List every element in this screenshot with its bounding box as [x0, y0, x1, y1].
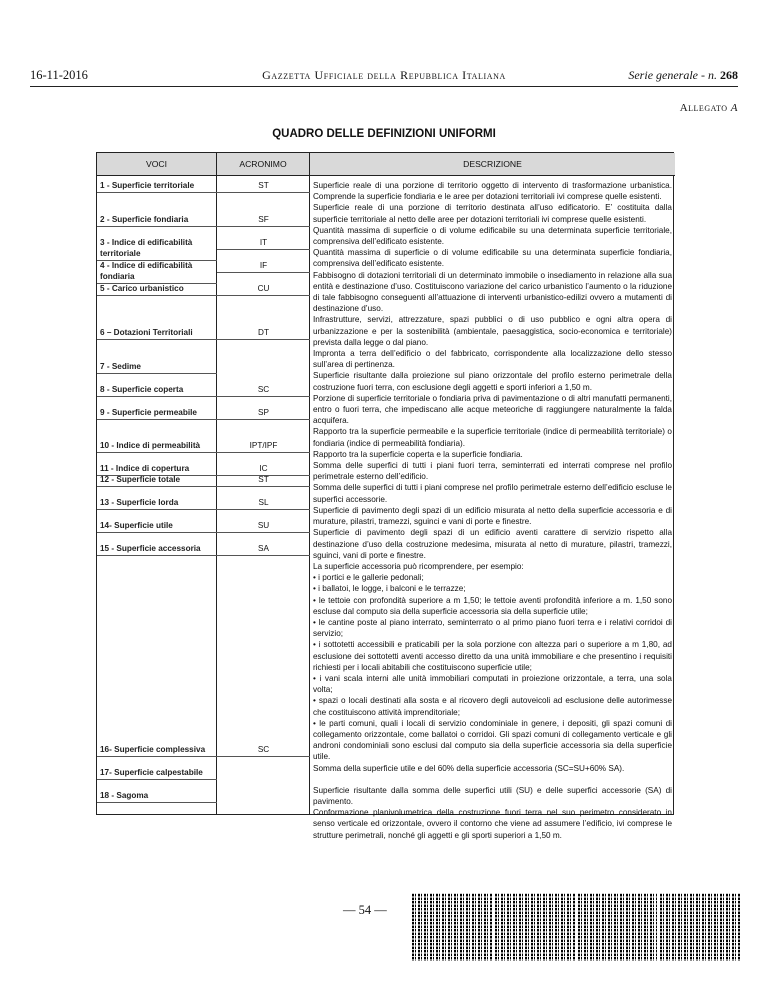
desc-sa-bullet: • le cantine poste al piano interrato, seminterrato o al primo piano fuori terra e i relativi corridoi di servizio; — [313, 617, 672, 639]
desc-sa-bullet: • i vani scala interni alle unità immobiliari computati in proiezione orizzontale, a terra, una sola volta; — [313, 673, 672, 695]
desc-sa-intro: La superficie accessoria può ricomprendere, per esempio: — [313, 561, 524, 571]
voce-item: 4 - Indice di edificabilità fondiaria — [100, 260, 214, 282]
descrizione-text — [313, 180, 672, 841]
voce-item: 16- Superficie complessiva — [100, 744, 214, 755]
voce-item: 8 - Superficie coperta — [100, 384, 214, 395]
acronimo-column — [217, 153, 310, 814]
barcode-block — [578, 893, 658, 961]
descrizione-column — [310, 153, 675, 840]
desc-dt: Infrastrutture, servizi, attrezzature, spazi pubblici o di uso pubblico e ogni altra opera di urbanizzazione e per la sostenibilità (ambientale, paesaggistica, socio-economica e territoriale) prevista dalla legge o dal piano. — [313, 315, 672, 347]
acronimo-item: IF — [217, 260, 310, 271]
acronimo-item: IT — [217, 237, 310, 248]
voce-item: 12 - Superficie totale — [100, 474, 214, 485]
allegato-label — [680, 102, 738, 114]
acronimo-item: SL — [217, 497, 310, 508]
barcode-block — [660, 893, 740, 961]
allegato-letter: A — [730, 102, 738, 114]
voce-item: 15 - Superficie accessoria — [100, 543, 214, 554]
acronimo-item: CU — [217, 283, 310, 294]
desc-st: Superficie reale di una porzione di territorio oggetto di intervento di trasformazione urbanistica. Comprende la superficie fondiaria e le aree per dotazioni territoriali ivi comprese quelle esistenti. — [313, 181, 672, 202]
desc-calpestabile: Superficie risultante dalla somma delle superfici utili (SU) e delle superfici accessorie (SA) di pavimento. — [313, 785, 672, 806]
header-rule — [30, 86, 738, 87]
header-title: Gazzetta Ufficiale della Repubblica Italiana — [262, 68, 506, 82]
acronimo-header: ACRONIMO — [217, 153, 309, 176]
desc-sl: Somma delle superfici di tutti i piani comprese nel profilo perimetrale esterno dell’edificio escluse le superfici accessorie. — [313, 483, 672, 504]
acronimo-item: SC — [217, 744, 310, 755]
page-number: — 54 — — [343, 903, 387, 917]
header-number: 268 — [720, 68, 738, 82]
document-title: QUADRO DELLE DEFINIZIONI UNIFORMI — [272, 128, 496, 140]
barcode-block — [412, 893, 492, 961]
acronimo-item: ST — [217, 474, 310, 485]
desc-sa-bullet: • le tettoie con profondità superiore a m 1,50; le tettoie aventi profondità inferiore a m. 1,50 sono escluse dal computo sia della superficie accessoria sia della superficie utile; — [313, 595, 672, 616]
acronimo-item: SF — [217, 214, 310, 225]
desc-sa-bullet: • i ballatoi, le logge, i balconi e le terrazze; — [313, 584, 466, 594]
allegato-prefix: Allegato — [679, 102, 728, 114]
acronimo-item: SU — [217, 520, 310, 531]
acronimo-item: IC — [217, 463, 310, 474]
voce-item: 18 - Sagoma — [100, 790, 214, 801]
desc-su: Superficie di pavimento degli spazi di un edificio misurata al netto della superficie accessoria e di murature, pilastri, tramezzi, sguinci e vani di porte e finestre. — [313, 505, 672, 527]
desc-sa-bullet: • i sottotetti accessibili e praticabili per la sola porzione con altezza pari o superiore a m 1,80, ad esclusione dei sottotetti aventi accesso diretto da una unità immobiliare e che presentino i requisiti richiesti per i locali abitabili che costituiscono superficie utile; — [313, 640, 672, 672]
desc-sc: Superficie risultante dalla proiezione sul piano orizzontale del profilo esterno perimetrale della costruzione fuori terra, con esclusione degli aggetti e sporti inferiori a 1,50 m. — [313, 371, 672, 392]
acronimo-item: SA — [217, 543, 310, 554]
barcode-block — [495, 893, 575, 961]
voce-item: 14- Superficie utile — [100, 520, 214, 531]
voce-item: 9 - Superficie permeabile — [100, 407, 214, 418]
acronimo-item: SC — [217, 384, 310, 395]
desc-cu: Fabbisogno di dotazioni territoriali di un determinato immobile o insediamento in relazione alla sua entità e destinazione d’uso. Costituiscono variazione del carico urbanistico l’aumento o la riduzione di tale fabbisogno conseguenti all’attuazione di interventi urbanistico-edilizi ovvero a mutamenti di destinazione d’uso. — [313, 270, 672, 314]
desc-sagoma: Conformazione planivolumetrica della costruzione fuori terra nel suo perimetro considerato in senso verticale ed orizzontale, ovvero il contorno che viene ad assumere l’edificio, ivi comprese le strutture perimetrali, nonché gli aggetti e gli sporti superiori a 1,50 m. — [313, 808, 672, 840]
definitions-table — [96, 152, 674, 840]
acronimo-item: ST — [217, 180, 310, 191]
voce-item: 10 - Indice di permeabilità — [100, 440, 214, 451]
desc-sa-bullet: • le parti comuni, quali i locali di servizio condominiale in genere, i depositi, gli spazi comuni di collegamento orizzontale, come ballatoi o corridoi. Gli spazi comuni di collegamento verticale e gli androni condominiali sono esclusi dal computo sia della superficie accessoria sia della superficie utile. — [313, 718, 672, 762]
header-serie — [628, 68, 738, 83]
voce-item: 6 – Dotazioni Territoriali — [100, 327, 214, 338]
voci-column — [97, 153, 217, 814]
desc-it: Quantità massima di superficie o di volume edificabile su una determinata superficie territoriale, comprensiva dell’edificato esistente. — [313, 225, 672, 247]
desc-st-totale: Somma delle superfici di tutti i piani fuori terra, seminterrati ed interrati comprese nel profilo perimetrale esterno dell’edificio. — [313, 461, 672, 482]
voce-item: 5 - Carico urbanistico — [100, 283, 214, 294]
desc-sa-bullet: • spazi o locali destinati alla sosta e al ricovero degli autoveicoli ad esclusione delle autorimesse che costituiscono attività imprenditoriale; — [313, 696, 672, 717]
voce-item: 3 - Indice di edificabilità territoriale — [100, 237, 214, 259]
desc-sedime: Impronta a terra dell’edificio o del fabbricato, corrispondente alla localizzazione dello stesso sull’area di pertinenza. — [313, 349, 672, 370]
desc-sf: Superficie reale di una porzione di territorio destinata all’uso edificatorio. E’ costituita dalla superficie territoriale al netto delle aree per dotazioni territoriali ivi comprese quelle esistenti. — [313, 203, 672, 224]
desc-sa-bullet: • i portici e le gallerie pedonali; — [313, 573, 424, 583]
descrizione-header: DESCRIZIONE — [310, 153, 675, 176]
desc-sa: Superficie di pavimento degli spazi di un edificio aventi carattere di servizio rispetto alla destinazione d’uso della costruzione medesima, misurata al netto di murature, pilastri, tramezzi, sguinci, vani di porte e finestre. — [313, 528, 672, 560]
voce-item: 7 - Sedime — [100, 361, 214, 372]
voci-header: VOCI — [97, 153, 216, 176]
desc-ipt: Rapporto tra la superficie permeabile e la superficie territoriale (indice di permeabilità territoriale) o fondiaria (indice di permeabilità fondiaria). — [313, 427, 672, 448]
desc-sp: Porzione di superficie territoriale o fondiaria priva di pavimentazione o di altri manufatti permanenti, entro o fuori terra, che impediscano alle acque meteoriche di raggiungere naturalmente la falda acquifera. — [313, 393, 672, 426]
page-header — [30, 68, 738, 86]
header-serie-label: Serie generale - n. — [628, 68, 717, 82]
desc-ic: Rapporto tra la superficie coperta e la superficie fondiaria. — [313, 449, 523, 459]
voce-item: 11 - Indice di copertura — [100, 463, 214, 474]
desc-sc-complessiva: Somma della superficie utile e del 60% della superficie accessoria (SC=SU+60% SA). — [313, 763, 625, 773]
header-date: 16-11-2016 — [30, 68, 88, 82]
voce-item: 13 - Superficie lorda — [100, 497, 214, 508]
barcode-image — [412, 893, 740, 961]
voce-item: 17- Superficie calpestabile — [100, 767, 214, 778]
acronimo-item: DT — [217, 327, 310, 338]
voce-item: 1 - Superficie territoriale — [100, 180, 214, 191]
acronimo-item: IPT/IPF — [217, 440, 310, 451]
acronimo-item: SP — [217, 407, 310, 418]
desc-if: Quantità massima di superficie o di volume edificabile su una determinata superficie fondiaria, comprensiva dell’edificato esistente. — [313, 248, 672, 269]
voce-item: 2 - Superficie fondiaria — [100, 214, 214, 225]
